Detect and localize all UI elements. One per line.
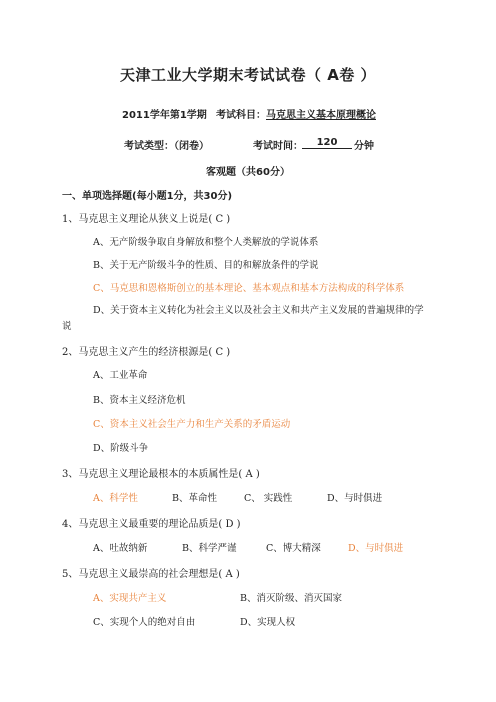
q5-option-c: C、实现个人的绝对自由 <box>93 617 196 628</box>
subject-value: 马克思主义基本原理概论 <box>266 110 376 121</box>
time-unit: 分钟 <box>354 141 374 152</box>
q2-option-c: C、资本主义社会生产力和生产关系的矛盾运动 <box>93 419 291 430</box>
section-title: 客观题（共60分） <box>206 167 290 178</box>
q2-option-a: A、工业革命 <box>93 370 148 381</box>
q2-option-b: B、资本主义经济危机 <box>93 395 186 406</box>
exam-title: 天津工业大学期末考试试卷（ A卷 ） <box>119 66 377 84</box>
time-value: 120 <box>302 137 352 149</box>
subject-label: 考试科目： <box>216 110 266 121</box>
q4-option-d: D、与时俱进 <box>348 543 404 554</box>
q3-option-d: D、与时俱进 <box>327 493 383 504</box>
q4-option-c: C、博大精深 <box>266 543 321 554</box>
q3-option-c: C、 实践性 <box>244 493 293 504</box>
q3-option-b: B、革命性 <box>172 493 217 504</box>
part-title: 一、单项选择题(每小题1分，共30分) <box>62 191 233 202</box>
q1-option-d: D、关于资本主义转化为社会主义以及社会主义和共产主义发展的普遍规律的学说 <box>62 305 424 332</box>
question-stem-5: 5、马克思主义最崇高的社会理想是( A ) <box>62 569 240 580</box>
q5-option-b: B、消灭阶级、消灭国家 <box>240 593 342 604</box>
q4-option-b: B、科学严谨 <box>182 543 237 554</box>
exam-type: 考试类型：（闭卷） <box>124 141 209 152</box>
q1-option-c: C、马克思和恩格斯创立的基本理论、基本观点和基本方法构成的科学体系 <box>93 283 405 294</box>
q3-option-a: A、科学性 <box>93 493 138 504</box>
time-label: 考试时间： <box>253 141 303 152</box>
q5-option-d: D、实现人权 <box>240 617 296 628</box>
q4-option-a: A、吐故纳新 <box>93 543 148 554</box>
question-stem-1: 1、马克思主义理论从狭义上说是( C ) <box>62 214 231 225</box>
exam-semester: 2011学年第1学期 <box>122 110 207 121</box>
q5-option-a: A、实现共产主义 <box>93 593 167 604</box>
q2-option-d: D、阶级斗争 <box>93 443 149 454</box>
q1-option-b: B、关于无产阶级斗争的性质、目的和解放条件的学说 <box>93 260 319 271</box>
question-stem-2: 2、马克思主义产生的经济根源是( C ) <box>62 347 231 358</box>
question-stem-3: 3、马克思主义理论最根本的本质属性是( A ) <box>62 469 260 480</box>
q1-option-a: A、无产阶级争取自身解放和整个人类解放的学说体系 <box>93 237 319 248</box>
question-stem-4: 4、马克思主义最重要的理论品质是( D ) <box>62 519 241 530</box>
